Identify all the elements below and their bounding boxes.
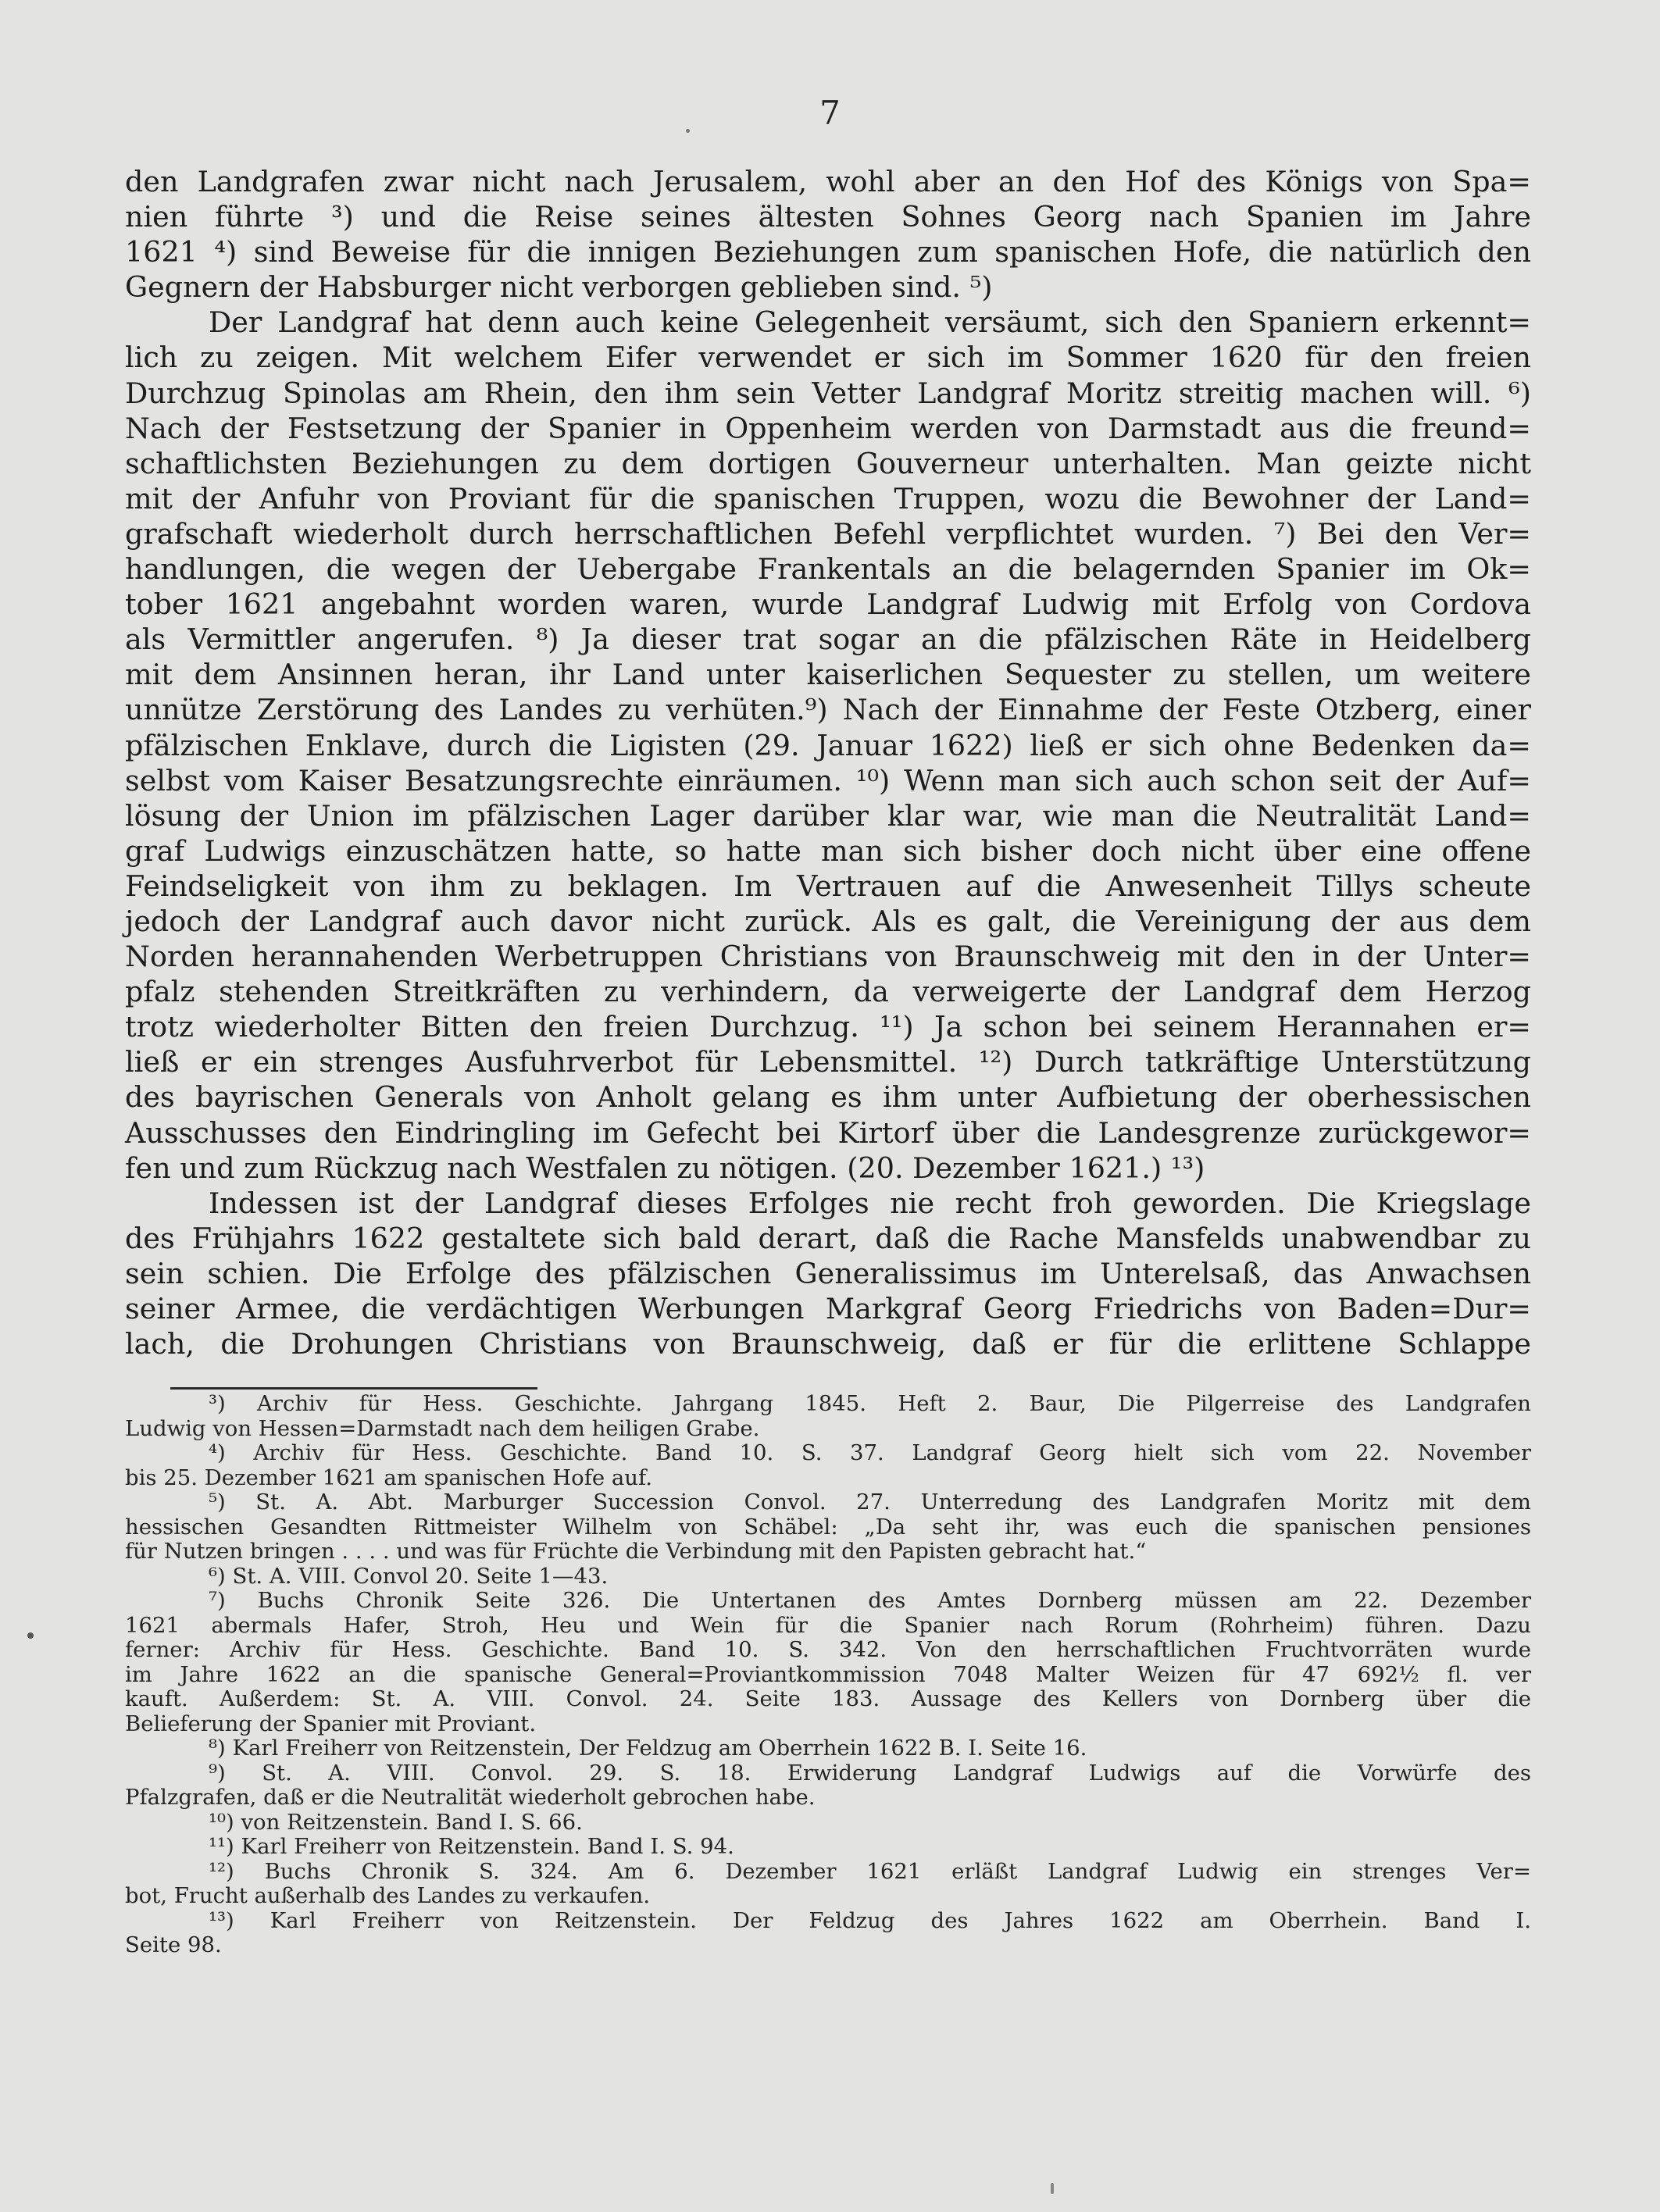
text-line: graf Ludwigs einzuschätzen hatte, so hatte man sich bisher doch nicht über eine offene xyxy=(125,833,1531,868)
text-line: mit dem Ansinnen heran, ihr Land unter kaiserlichen Sequester zu stellen, um weitere xyxy=(125,658,1531,692)
text-line: Indessen ist der Landgraf dieses Erfolges nie recht froh geworden. Die Kriegslage xyxy=(209,1186,1531,1220)
text-line: unnütze Zerstörung des Landes zu verhüten.⁹) Nach der Einnahme der Feste Otzberg, einer xyxy=(125,693,1531,727)
footnote-line: im Jahre 1622 an die spanische General=Proviantkommission 7048 Malter Weizen für 47 692½ fl. ver xyxy=(125,1661,1531,1687)
text-line: Gegnern der Habsburger nicht verborgen geblieben sind. ⁵) xyxy=(125,270,993,305)
footnote-6 xyxy=(125,1564,1531,1589)
footnote-line: ⁵) St. A. Abt. Marburger Succession Convol. 27. Unterredung des Landgrafen Moritz mit dem xyxy=(209,1490,1531,1515)
main-text xyxy=(125,164,1531,1361)
text-line: lösung der Union im pfälzischen Lager darüber klar war, wie man die Neutralität Land= xyxy=(125,798,1531,833)
scan-speck xyxy=(686,129,690,133)
footnote-line: kauft. Außerdem: St. A. VIII. Convol. 24. Seite 183. Aussage des Kellers von Dornberg über die xyxy=(125,1686,1531,1711)
page-number: 7 xyxy=(819,94,841,132)
text-line: trotz wiederholter Bitten den freien Durchzug. ¹¹) Ja schon bei seinem Herannahen er= xyxy=(125,1010,1531,1044)
footnote-line: ¹³) Karl Freiherr von Reitzenstein. Der Feldzug des Jahres 1622 am Oberrhein. Band I. xyxy=(209,1907,1531,1933)
footnote-line: für Nutzen bringen . . . . und was für Früchte die Verbindung mit den Papisten gebracht hat.“ xyxy=(125,1539,1147,1564)
text-line: als Vermittler angerufen. ⁸) Ja dieser trat sogar an die pfälzischen Räte in Heidelberg xyxy=(125,623,1531,657)
text-line: nien führte ³) und die Reise seines ältesten Sohnes Georg nach Spanien im Jahre xyxy=(125,200,1531,234)
footnote-7 xyxy=(125,1589,1531,1736)
paragraph-2 xyxy=(125,305,1531,1185)
footnote-line: ⁶) St. A. VIII. Convol 20. Seite 1—43. xyxy=(209,1563,609,1589)
scan-speck xyxy=(1051,2183,1054,2194)
text-line: fen und zum Rückzug nach Westfalen zu nötigen. (20. Dezember 1621.) ¹³) xyxy=(125,1151,1205,1185)
text-line: selbst vom Kaiser Besatzungsrechte einräumen. ¹⁰) Wenn man sich auch schon seit der Auf= xyxy=(125,763,1531,797)
text-line: Ausschusses den Eindringling im Gefecht bei Kirtorf über die Landesgrenze zurückgewor= xyxy=(125,1115,1531,1150)
text-line: sein schien. Die Erfolge des pfälzischen Generalissimus im Unterelsaß, das Anwachsen xyxy=(125,1256,1531,1290)
text-line: Durchzug Spinolas am Rhein, den ihm sein Vetter Landgraf Moritz streitig machen will. ⁶) xyxy=(125,376,1531,410)
footnote-line: 1621 abermals Hafer, Stroh, Heu und Wein für die Spanier nach Rorum (Rohrheim) führen. Dazu xyxy=(125,1612,1531,1638)
footnote-line: ⁴) Archiv für Hess. Geschichte. Band 10. S. 37. Landgraf Georg hielt sich vom 22. November xyxy=(209,1440,1531,1465)
footnote-line: ¹⁰) von Reitzenstein. Band I. S. 66. xyxy=(209,1809,583,1835)
paragraph-3 xyxy=(125,1186,1531,1361)
footnote-line: ³) Archiv für Hess. Geschichte. Jahrgang 1845. Heft 2. Baur, Die Pilgerreise des Landgrafen xyxy=(209,1391,1531,1416)
footnote-line: ⁸) Karl Freiherr von Reitzenstein, Der Feldzug am Oberrhein 1622 B. I. Seite 16. xyxy=(209,1736,1087,1761)
scan-speck xyxy=(27,1632,34,1639)
footnote-12 xyxy=(125,1860,1531,1909)
footnote-8 xyxy=(125,1736,1531,1761)
footnote-13 xyxy=(125,1909,1531,1958)
footnotes xyxy=(125,1392,1531,1958)
text-line: des bayrischen Generals von Anholt gelang es ihm unter Aufbietung der oberhessischen xyxy=(125,1080,1531,1115)
footnote-4 xyxy=(125,1441,1531,1490)
footnote-line: ferner: Archiv für Hess. Geschichte. Band 10. S. 342. Von den herrschaftlichen Fruchtvorräten wurde xyxy=(125,1637,1531,1662)
text-line: Nach der Festsetzung der Spanier in Oppenheim werden von Darmstadt aus die freund= xyxy=(125,411,1531,445)
footnote-line: Seite 98. xyxy=(125,1932,222,1957)
footnote-line: ¹²) Buchs Chronik S. 324. Am 6. Dezember 1621 erläßt Landgraf Ludwig ein strenges Ver= xyxy=(209,1858,1531,1884)
text-line: pfalz stehenden Streitkräften zu verhindern, da verweigerte der Landgraf dem Herzog xyxy=(125,975,1531,1009)
text-line: des Frühjahrs 1622 gestaltete sich bald derart, daß die Rache Mansfelds unabwendbar zu xyxy=(125,1221,1531,1255)
footnote-line: bot, Frucht außerhalb des Landes zu verkaufen. xyxy=(125,1883,651,1908)
footnote-line: Pfalzgrafen, daß er die Neutralität wiederholt gebrochen habe. xyxy=(125,1785,816,1810)
text-line: schaftlichsten Beziehungen zu dem dortigen Gouverneur unterhalten. Man geizte nicht xyxy=(125,446,1531,480)
footnote-line: ⁷) Buchs Chronik Seite 326. Die Untertanen des Amtes Dornberg müssen am 22. Dezember xyxy=(209,1588,1531,1613)
text-line: Norden herannahenden Werbetruppen Christians von Braunschweig mit den in der Unter= xyxy=(125,940,1531,974)
text-line: jedoch der Landgraf auch davor nicht zurück. Als es galt, die Vereinigung der aus dem xyxy=(125,904,1531,938)
text-line: lach, die Drohungen Christians von Braunschweig, daß er für die erlittene Schlappe xyxy=(125,1327,1531,1361)
footnote-line: ¹¹) Karl Freiherr von Reitzenstein. Band I. S. 94. xyxy=(209,1834,734,1859)
text-line: den Landgrafen zwar nicht nach Jerusalem, wohl aber an den Hof des Königs von Spa= xyxy=(125,165,1531,198)
footnote-separator xyxy=(170,1387,537,1390)
text-line: 1621 ⁴) sind Beweise für die innigen Beziehungen zum spanischen Hofe, die natürlich den xyxy=(125,235,1531,269)
text-line: seiner Armee, die verdächtigen Werbungen Markgraf Georg Friedrichs von Baden=Dur= xyxy=(125,1292,1531,1325)
text-line: handlungen, die wegen der Uebergabe Frankentals an die belagernden Spanier im Ok= xyxy=(125,552,1531,587)
footnote-line: bis 25. Dezember 1621 am spanischen Hofe auf. xyxy=(125,1465,652,1490)
text-line: Der Landgraf hat denn auch keine Gelegenheit versäumt, sich den Spaniern erkennt= xyxy=(209,305,1531,340)
footnote-5 xyxy=(125,1490,1531,1564)
text-line: lich zu zeigen. Mit welchem Eifer verwendet er sich im Sommer 1620 für den freien xyxy=(125,341,1531,375)
text-line: ließ er ein strenges Ausfuhrverbot für Lebensmittel. ¹²) Durch tatkräftige Unterstützung xyxy=(125,1045,1531,1079)
footnote-line: Ludwig von Hessen=Darmstadt nach dem heiligen Grabe. xyxy=(125,1415,760,1441)
text-line: tober 1621 angebahnt worden waren, wurde Landgraf Ludwig mit Erfolg von Cordova xyxy=(125,587,1531,622)
text-line: pfälzischen Enklave, durch die Ligisten (29. Januar 1622) ließ er sich ohne Bedenken da= xyxy=(125,728,1531,762)
paragraph-1 xyxy=(125,164,1531,305)
footnote-line: hessischen Gesandten Rittmeister Wilhelm von Schäbel: „Da seht ihr, was euch die spanischen pensiones xyxy=(125,1514,1531,1539)
footnote-11 xyxy=(125,1835,1531,1860)
footnote-10 xyxy=(125,1811,1531,1836)
text-line: mit der Anfuhr von Proviant für die spanischen Truppen, wozu die Bewohner der Land= xyxy=(125,481,1531,516)
footnote-3 xyxy=(125,1392,1531,1441)
footnote-9 xyxy=(125,1761,1531,1811)
footnote-line: Belieferung der Spanier mit Proviant. xyxy=(125,1711,537,1736)
text-line: grafschaft wiederholt durch herrschaftlichen Befehl verpflichtet wurden. ⁷) Bei den Ver= xyxy=(125,516,1531,551)
text-line: Feindseligkeit von ihm zu beklagen. Im Vertrauen auf die Anwesenheit Tillys scheute xyxy=(125,869,1531,903)
footnote-line: ⁹) St. A. VIII. Convol. 29. S. 18. Erwiderung Landgraf Ludwigs auf die Vorwürfe des xyxy=(209,1760,1531,1786)
